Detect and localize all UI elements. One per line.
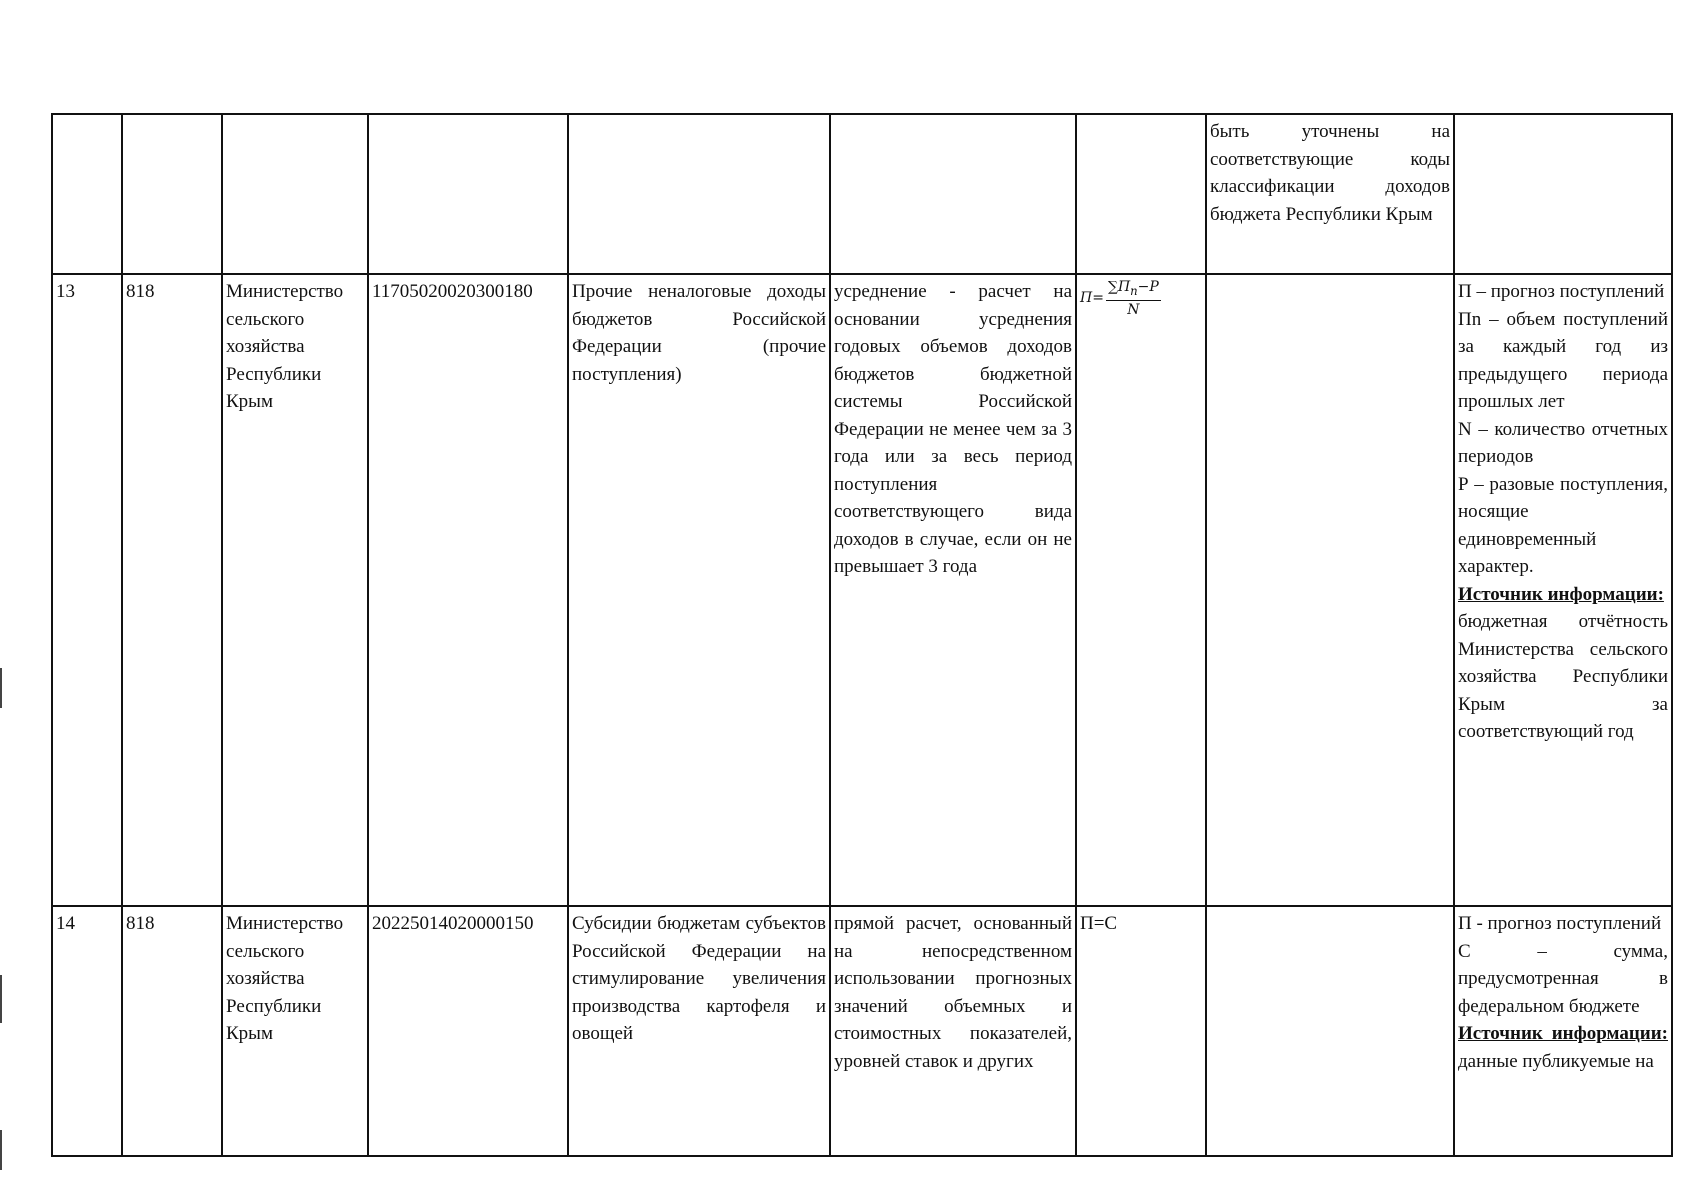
cell-org: Министерство сельского хозяйства Республики Крым [222,906,368,1156]
cell-num: 13 [52,274,122,906]
source-text: бюджетная отчётность Министерства сельского хозяйства Республики Крым за соответствующий год [1458,611,1668,742]
cell-num [52,114,122,274]
average-formula [1080,278,1161,319]
scan-mark [0,1130,2,1170]
cell-org [222,114,368,274]
table-row [52,906,1672,1156]
cell-kbk [368,114,568,274]
cell-code [122,114,222,274]
table-row [52,274,1672,906]
cell-kbk: 20225014020000150 [368,906,568,1156]
cell-method [830,114,1076,274]
cell-formula: П=С [1076,906,1206,1156]
formula-denominator: N [1127,301,1140,318]
source-text: данные публикуемые на [1458,1050,1654,1072]
cell-comment [1206,274,1454,906]
cell-description [1454,274,1672,906]
table-row-continued [52,114,1672,274]
cell-code: 818 [122,906,222,1156]
scan-mark [0,668,2,708]
cell-method: усреднение - расчет на основании усреднения годовых объемов доходов бюджетов бюджетной системы Российской Федерации не менее чем за 3 года или за весь период поступления соответствующего вида доходов в случае, если он не превышает 3 года [830,274,1076,906]
description-line: П - прогноз поступлений [1458,913,1662,934]
cell-income-name [568,114,830,274]
cell-income-name: Субсидии бюджетам субъектов Российской Федерации на стимулирование увеличения производства картофеля и овощей [568,906,830,1156]
cell-method: прямой расчет, основанный на непосредственном использовании прогнозных значений объемных и стоимостных показателей, уровней ставок и других [830,906,1076,1156]
cell-org: Министерство сельского хозяйства Республики Крым [222,274,368,906]
description-line: П – прогноз поступлений [1458,281,1665,302]
revenue-forecast-table [51,113,1673,1157]
description-line: С – сумма, предусмотренная в федеральном бюджете [1458,940,1668,1017]
description-line: Пn – объем поступлений за каждый год из предыдущего периода прошлых лет [1458,308,1668,412]
cell-description [1454,906,1672,1156]
description-line: Р – разовые поступления, носящие единовременный характер. [1458,473,1668,577]
scan-mark [0,975,2,1023]
description-line: N – количество отчетных периодов [1458,418,1668,467]
cell-kbk: 11705020020300180 [368,274,568,906]
formula-numerator: ∑П [1107,279,1131,295]
formula-fraction [1106,278,1161,319]
source-label: Источник информации: [1458,583,1664,605]
formula-subscript: n [1130,283,1138,298]
cell-num: 14 [52,906,122,1156]
cell-description [1454,114,1672,274]
cell-income-name: Прочие неналоговые доходы бюджетов Российской Федерации (прочие поступления) [568,274,830,906]
cell-code: 818 [122,274,222,906]
cell-comment: быть уточнены на соответствующие коды классификации доходов бюджета Республики Крым [1206,114,1454,274]
source-label: Источник информации: [1458,1023,1668,1044]
formula-minus-p: −P [1137,279,1159,295]
cell-formula [1076,274,1206,906]
formula-lhs: П= [1080,289,1104,306]
cell-comment [1206,906,1454,1156]
cell-formula [1076,114,1206,274]
